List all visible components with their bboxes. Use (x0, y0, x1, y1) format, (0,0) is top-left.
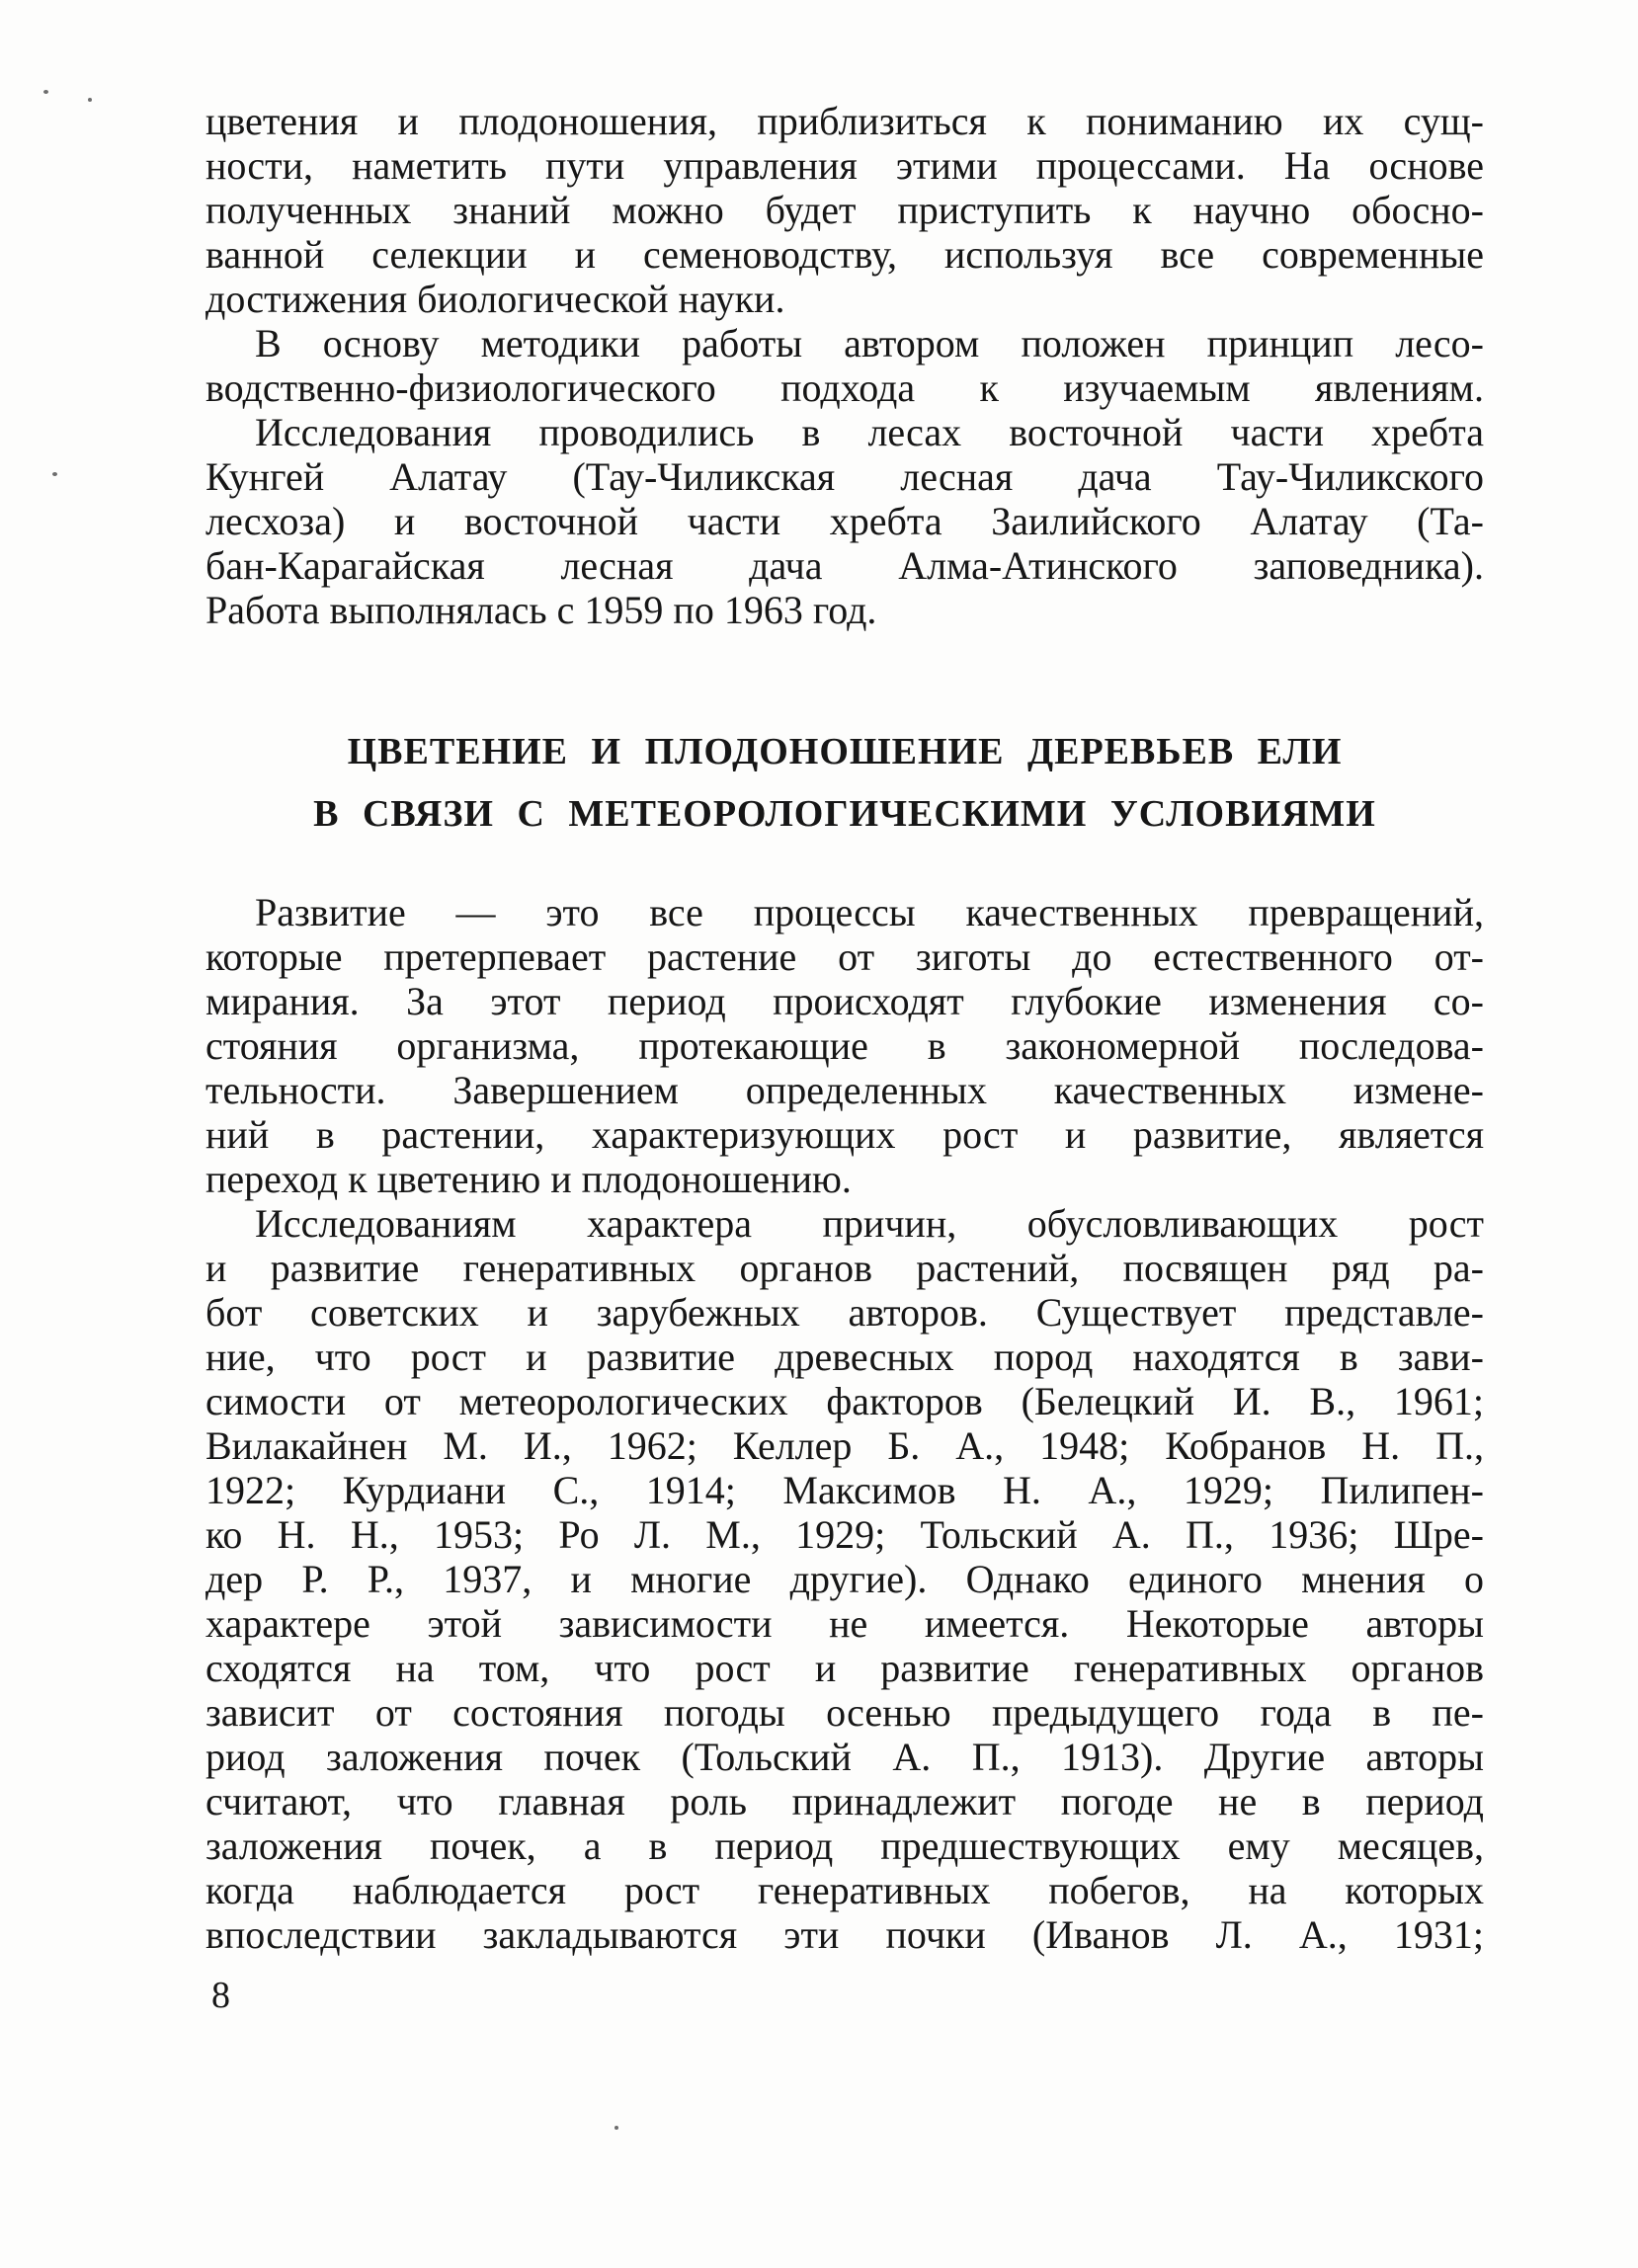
text-line: переход к цветению и плодоношению. (205, 1157, 852, 1201)
text-line: лесхоза) и восточной части хребта Заилийского Алатау (Та- (205, 499, 1484, 543)
text-line: Исследованиям характера причин, обусловливающих рост (255, 1201, 1484, 1246)
text-line: зависит от состояния погоды осенью предыдущего года в пе- (205, 1690, 1484, 1735)
text-line: ние, что рост и развитие древесных пород находятся в зави- (205, 1335, 1484, 1379)
paragraph (205, 99, 1484, 321)
text-line: В СВЯЗИ С МЕТЕОРОЛОГИЧЕСКИМИ УСЛОВИЯМИ (313, 793, 1376, 835)
text-line: полученных знаний можно будет приступить к научно обосно- (205, 188, 1484, 232)
text-line: считают, что главная роль принадлежит погоде не в период (205, 1779, 1484, 1823)
text-line: 1922; Курдиани С., 1914; Максимов Н. А., 1929; Пилипен- (205, 1468, 1484, 1512)
text-line: достижения биологической науки. (205, 277, 785, 321)
text-line: ЦВЕТЕНИЕ И ПЛОДОНОШЕНИЕ ДЕРЕВЬЕВ ЕЛИ (347, 731, 1343, 772)
text-line: водственно-физиологического подхода к изучаемым явлениям. (205, 365, 1484, 410)
text-line: Исследования проводились в лесах восточной части хребта (255, 410, 1484, 454)
paragraph (205, 890, 1484, 1201)
text-line: Развитие — это все процессы качественных превращений, (255, 890, 1484, 934)
scan-speck (43, 90, 48, 94)
paragraph (205, 1201, 1484, 1957)
text-line: бан-Карагайская лесная дача Алма-Атинского заповедника). (205, 543, 1484, 588)
text-line: ний в растении, характеризующих рост и развитие, является (205, 1112, 1484, 1157)
text-line: Кунгей Алатау (Тау-Чиликская лесная дача Тау-Чиликского (205, 454, 1484, 499)
text-line: впоследствии закладываются эти почки (Иванов Л. А., 1931; (205, 1912, 1484, 1957)
scan-speck (614, 2126, 618, 2130)
text-line: когда наблюдается рост генеративных побегов, на которых (205, 1868, 1484, 1912)
text-line: характере этой зависимости не имеется. Некоторые авторы (205, 1601, 1484, 1646)
text-line: ности, наметить пути управления этими процессами. На основе (205, 143, 1484, 188)
text-line: заложения почек, а в период предшествующих ему месяцев, (205, 1823, 1484, 1868)
text-line: дер Р. Р., 1937, и многие другие). Однако единого мнения о (205, 1557, 1484, 1601)
text-line: симости от метеорологических факторов (Белецкий И. В., 1961; (205, 1379, 1484, 1423)
paragraph (205, 410, 1484, 632)
scan-speck (88, 98, 92, 102)
text-line: ко Н. Н., 1953; Ро Л. М., 1929; Тольский А. П., 1936; Шре- (205, 1512, 1484, 1557)
text-line: Вилакайнен М. И., 1962; Келлер Б. А., 1948; Кобранов Н. П., (205, 1423, 1484, 1468)
text-line: которые претерпевает растение от зиготы до естественного от- (205, 934, 1484, 979)
page-number: 8 (211, 1975, 230, 2016)
text-line: цветения и плодоношения, приблизиться к пониманию их сущ- (205, 99, 1484, 143)
text-line: риод заложения почек (Тольский А. П., 1913). Другие авторы (205, 1735, 1484, 1779)
text-line: стояния организма, протекающие в закономерной последова- (205, 1023, 1484, 1068)
text-line: Работа выполнялась с 1959 по 1963 год. (205, 588, 877, 632)
text-block (205, 99, 1484, 1957)
section-heading (205, 721, 1484, 846)
text-line: мирания. За этот период происходят глубокие изменения со- (205, 979, 1484, 1023)
text-line: тельности. Завершением определенных качественных измене- (205, 1068, 1484, 1112)
scan-speck (52, 472, 57, 476)
text-line: бот советских и зарубежных авторов. Существует представле- (205, 1290, 1484, 1335)
text-line: и развитие генеративных органов растений, посвящен ряд ра- (205, 1246, 1484, 1290)
text-line: сходятся на том, что рост и развитие генеративных органов (205, 1646, 1484, 1690)
paragraph (205, 321, 1484, 410)
text-line: ванной селекции и семеноводству, используя все современные (205, 232, 1484, 277)
text-line: В основу методики работы автором положен принцип лесо- (255, 321, 1484, 365)
